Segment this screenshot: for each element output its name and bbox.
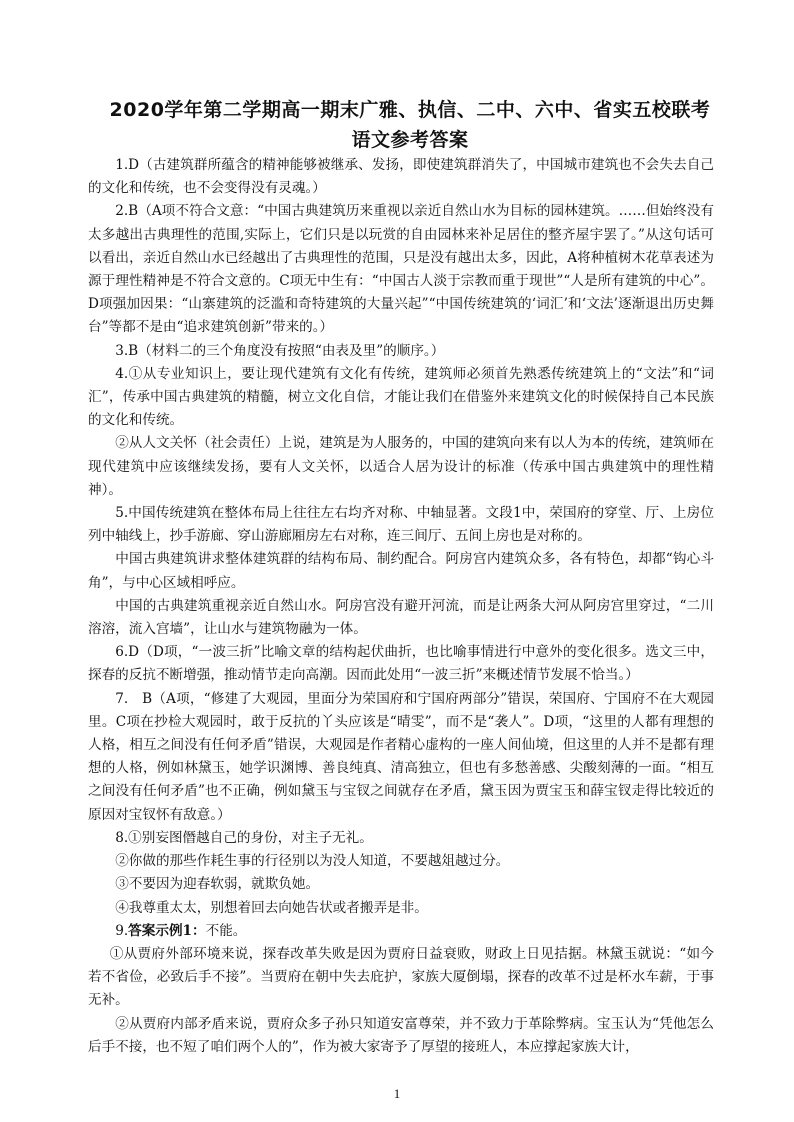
answer-5-point-1: 5.中国传统建筑在整体布局上往往左右均齐对称、中轴显著。文段1中，荣国府的穿堂、厅、上房位列中轴线上，抄手游廊、穿山游廊厢房左右对称，连三间厅、五间上房也是对称的。 — [88, 505, 714, 545]
answer-6: 6.D（D项，“一波三折”比喻文章的结构起伏曲折，也比喻事情进行中意外的变化很多。选文三中，探春的反抗不断增强，推动情节走向高潮。因而此处用“一波三折”来概述情节发展不恰当。） — [88, 644, 714, 684]
answer-3: 3.B（材料二的三个角度没有按照“由表及里”的顺序。） — [115, 342, 445, 359]
document-subtitle: 语文参考答案 — [351, 129, 469, 151]
answer-1: 1.D（古建筑群所蕴含的精神能够被继承、发扬，即使建筑群消失了，中国城市建筑也不会失去自己的文化和传统，也不会变得没有灵魂。） — [88, 157, 714, 197]
answer-7: 7. B（A项，“修建了大观园，里面分为荣国府和宁国府两部分”错误，荣国府、宁国府不在大观园里。C项在抄检大观园时，敢于反抗的丫头应该是“晴雯”，而不是“袭人”。D项，“这里的人都有理想的人格，相互之间没有任何矛盾”错误，大观园是作者精心虚构的一座人间仙境，但这里的人并不是都有理想的人格，例如林黛玉，她学识渊博、善良纯真、清高独立，但也有多愁善感、尖酸刻薄的一面。“相互之间没有任何矛盾”也不正确，例如黛玉与宝钗之间就存在矛盾，黛玉因为贾宝玉和薛宝钗走得比较近的原因对宝钗怀有敌意。） — [88, 690, 714, 823]
answer-9-point-2: ②从贾府内部矛盾来说，贾府众多子孙只知道安富尊荣，并不致力于革除弊病。宝玉认为“凭他怎么后手不接，也不短了咱们两个人的”，作为被大家寄予了厚望的接班人，本应撑起家族大计， — [88, 1015, 714, 1055]
answer-8-point-3: ③不要因为迎春软弱，就欺负她。 — [115, 876, 320, 893]
document-title: 2020学年第二学期高一期末广雅、执信、二中、六中、省实五校联考 — [109, 99, 711, 121]
answer-5-point-2: 中国古典建筑讲求整体建筑群的结构布局、制约配合。阿房宫内建筑众多，各有特色，却都“钩心斗角”，与中心区域相呼应。 — [88, 551, 714, 591]
answer-content — [88, 154, 714, 1059]
answer-8-point-2: ②你做的那些作耗生事的行径别以为没人知道，不要越俎越过分。 — [115, 853, 510, 870]
answer-4-point-1: 4.①从专业知识上，要让现代建筑有文化有传统，建筑师必须首先熟悉传统建筑上的“文法”和“词汇”，传承中国古典建筑的精髓，树立文化自信，才能让我们在借鉴外来建筑文化的时候保持自己本民族的文化和传统。 — [88, 365, 714, 429]
answer-2: 2.B（A项不符合文意：“中国古典建筑历来重视以亲近自然山水为目标的园林建筑。……但始终没有太多越出古典理性的范围,实际上，它们只是以玩赏的自由园林来补足居住的整齐屋宇罢了。”从这句话可以看出，亲近自然山水已经越出了古典理性的范围，只是没有越出太多，因此，A将种植树木花草表述为源于理性精神是不符合文意的。C项无中生有：“中国古人淡于宗教而重于现世”“人是所有建筑的中心”。D项强加因果：“山寨建筑的泛滥和奇特建筑的大量兴起”“中国传统建筑的‘词汇’和‘文法’逐渐退出历史舞台”等都不是由“追求建筑创新”带来的。） — [88, 203, 714, 336]
answer-4-point-2: ②从人文关怀（社会责任）上说，建筑是为人服务的，中国的建筑向来有以人为本的传统，建筑师在现代建筑中应该继续发扬，要有人文关怀，以适合人居为设计的标准（传承中国古典建筑中的理性精神）。 — [88, 435, 714, 498]
answer-8-point-1: 8.①别妄图僭越自己的身份，对主子无礼。 — [115, 829, 373, 846]
answer-8-point-4: ④我尊重太太，别想着回去向她告状或者搬弄是非。 — [115, 899, 428, 916]
answer-9-example-label: 答案示例1： — [128, 922, 206, 939]
answer-9-heading — [88, 920, 714, 943]
answer-9-verdict: 不能。 — [205, 922, 247, 939]
answer-9-point-1: ①从贾府外部环境来说，探春改革失败是因为贾府日益衰败，财政上日见拮据。林黛玉就说：“如今若不省俭，必致后手不接”。当贾府在朝中失去庇护，家族大厦倒塌，探春的改革不过是杯水车薪，于事无补。 — [88, 945, 714, 1009]
page-number: 1 — [393, 1086, 401, 1101]
answer-9-number: 9. — [115, 922, 129, 939]
answer-5-point-3: 中国的古典建筑重视亲近自然山水。阿房宫没有避开河流，而是让两条大河从阿房宫里穿过，“二川溶溶，流入宫墙”，让山水与建筑物融为一体。 — [88, 597, 714, 638]
